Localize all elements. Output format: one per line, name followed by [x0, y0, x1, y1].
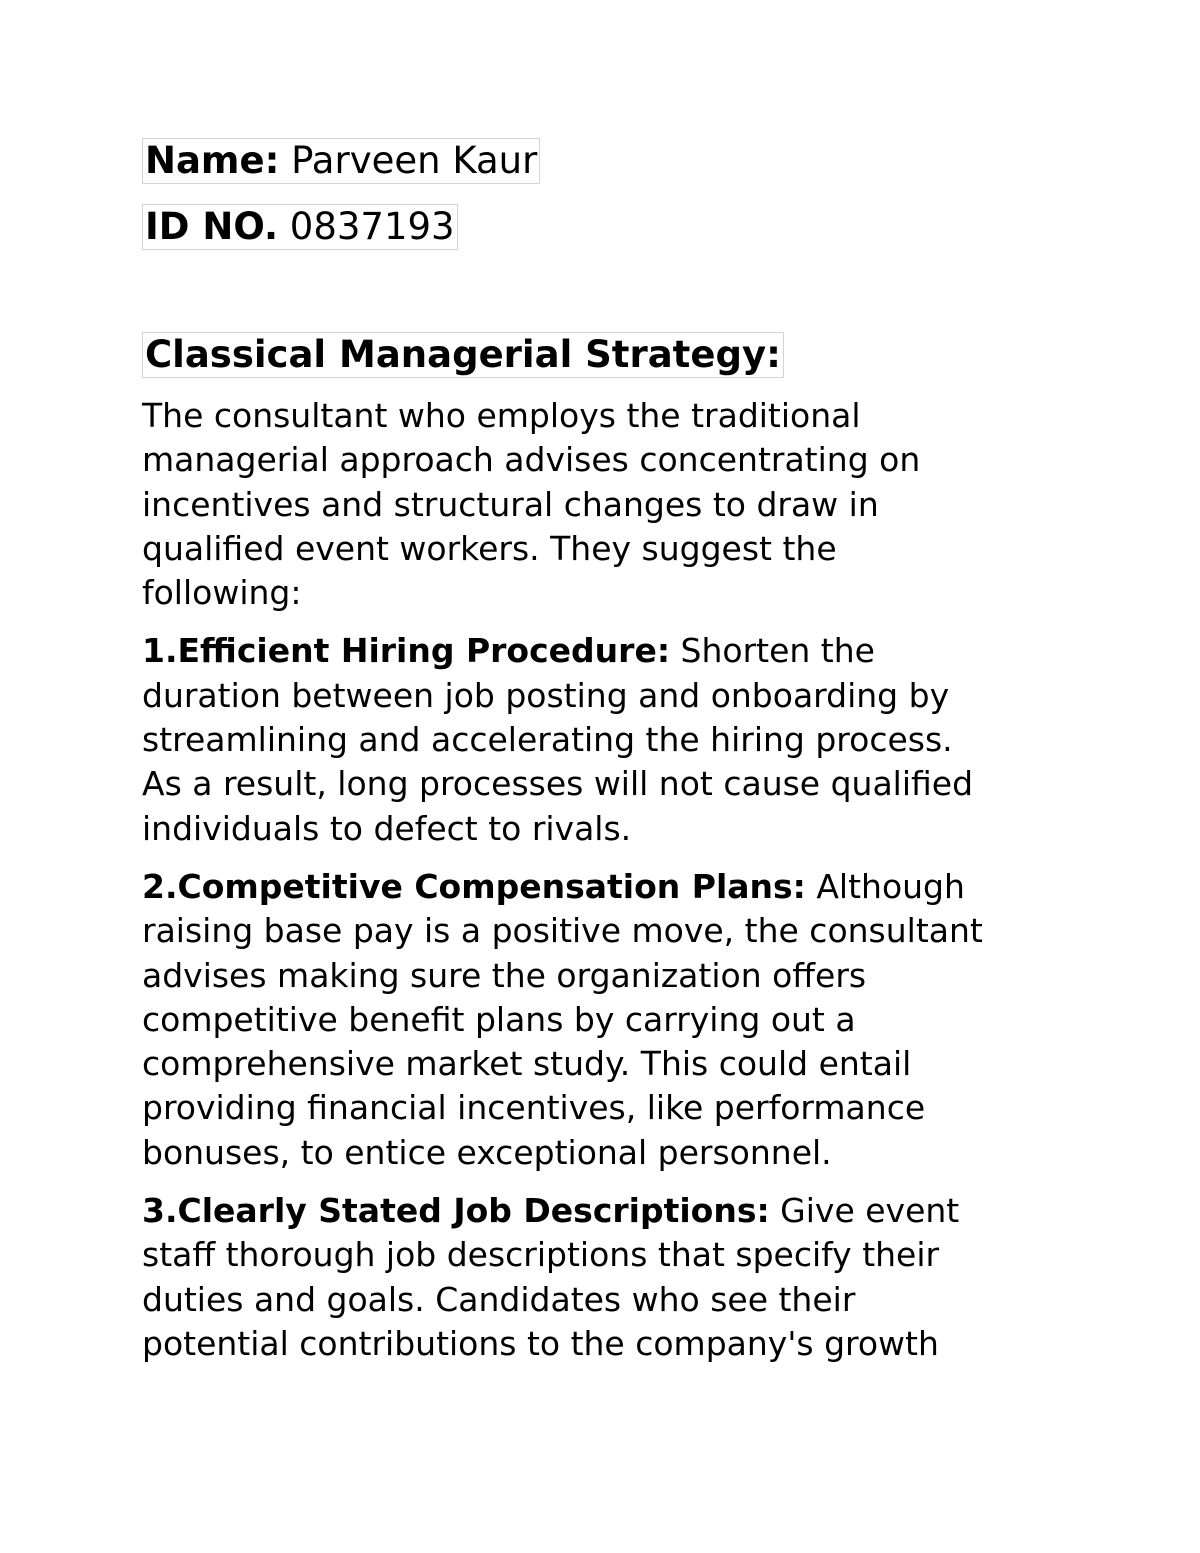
- item-line: streamlining and accelerating the hiring process.: [142, 720, 953, 760]
- name-label: Name:: [145, 139, 280, 182]
- item-line: potential contributions to the company's growth: [142, 1323, 939, 1363]
- document-body: [142, 138, 1052, 1380]
- student-name-field: [142, 138, 540, 184]
- item-line: competitive benefit plans by carrying out a: [142, 999, 856, 1039]
- item-line: advises making sure the organization offers: [142, 955, 867, 995]
- item-paragraph-compensation: [142, 865, 1052, 1175]
- item-title: 1.Efficient Hiring Procedure:: [142, 631, 671, 671]
- item-line: providing financial incentives, like performance: [142, 1088, 926, 1128]
- section-heading-line: [142, 332, 1052, 378]
- id-value: 0837193: [289, 205, 455, 248]
- section-heading: Classical Managerial Strategy:: [142, 332, 784, 378]
- intro-line: following:: [142, 573, 302, 613]
- student-name-line: [142, 138, 1052, 184]
- intro-line: qualified event workers. They suggest the: [142, 528, 837, 568]
- item-line: staff thorough job descriptions that specify their: [142, 1235, 940, 1275]
- item-line: raising base pay is a positive move, the consultant: [142, 911, 983, 951]
- item-text: Shorten the: [670, 631, 875, 671]
- item-first-line: [142, 1189, 1052, 1233]
- item-line: comprehensive market study. This could entail: [142, 1044, 912, 1084]
- item-first-line: [142, 629, 1052, 673]
- item-line: duration between job posting and onboarding by: [142, 675, 950, 715]
- item-first-line: [142, 865, 1052, 909]
- item-line: As a result, long processes will not cause qualified: [142, 764, 974, 804]
- item-paragraph-job-descriptions: [142, 1189, 1052, 1366]
- item-line: duties and goals. Candidates who see their: [142, 1279, 856, 1319]
- intro-line: incentives and structural changes to draw in: [142, 484, 879, 524]
- intro-paragraph: [142, 394, 1052, 615]
- spacer: [142, 270, 1052, 332]
- item-line: bonuses, to entice exceptional personnel.: [142, 1132, 832, 1172]
- item-title: 2.Competitive Compensation Plans:: [142, 866, 806, 906]
- item-text: Give event: [769, 1191, 960, 1231]
- id-label: ID NO.: [145, 205, 279, 248]
- intro-line: The consultant who employs the traditional: [142, 396, 861, 435]
- item-line: individuals to defect to rivals.: [142, 808, 632, 848]
- item-title: 3.Clearly Stated Job Descriptions:: [142, 1191, 770, 1231]
- student-id-field: [142, 204, 458, 250]
- item-text: Although: [805, 866, 965, 906]
- student-id-line: [142, 204, 1052, 250]
- intro-line: managerial approach advises concentrating on: [142, 440, 921, 480]
- item-paragraph-hiring: [142, 629, 1052, 850]
- name-value: Parveen Kaur: [291, 139, 538, 182]
